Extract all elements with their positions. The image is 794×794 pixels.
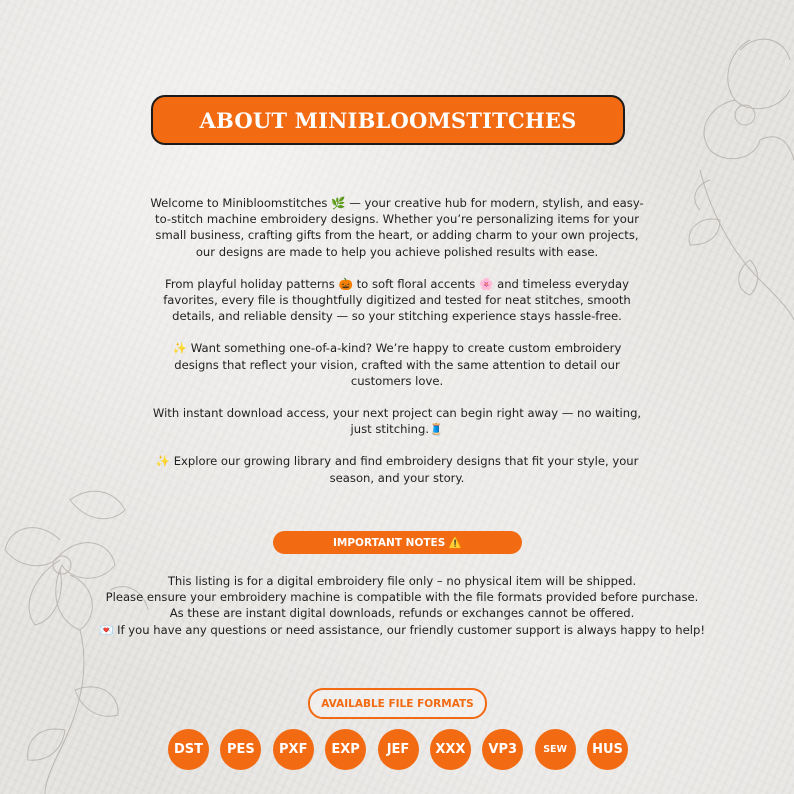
important-notes-heading: IMPORTANT NOTES ⚠️ — [273, 531, 522, 554]
page-title: ABOUT MINIBLOOMSTITCHES — [199, 107, 577, 133]
format-badge-dst: DST — [168, 729, 209, 770]
about-paragraph-custom: ✨ Want something one-of-a-kind? We’re happy to create custom embroidery designs that reflect your vision, crafted with the same attention to detail our customers love. — [172, 341, 622, 388]
format-badge-xxx: XXX — [430, 729, 471, 770]
note-compatibility: Please ensure your embroidery machine is compatible with the file formats provided before purchase. — [105, 590, 699, 605]
format-badge-exp: EXP — [325, 729, 366, 770]
file-formats-heading: AVAILABLE FILE FORMATS — [308, 688, 487, 719]
format-badge-sew: SEW — [535, 729, 576, 770]
format-badge-jef: JEF — [378, 729, 419, 770]
file-formats-list — [168, 729, 628, 771]
about-section — [150, 195, 644, 502]
format-badge-pes: PES — [220, 729, 261, 770]
about-paragraph-welcome: Welcome to Minibloomstitches 🌿 — your creative hub for modern, stylish, and easy-to-stitch machine embroidery designs. Whether you’re personalizing items for your small business, crafting gifts from the heart, or adding charm to your own projects, our designs are made to help you achieve polished results with ease. — [150, 196, 644, 259]
note-no-refunds: As these are instant digital downloads, refunds or exchanges cannot be offered. — [169, 606, 635, 621]
title-banner — [151, 95, 625, 145]
important-notes-list — [80, 573, 724, 638]
about-paragraph-download: With instant download access, your next project can begin right away — no waiting, just stitching.🧵 — [152, 406, 642, 437]
format-badge-vp3: VP3 — [482, 729, 523, 770]
note-digital-only: This listing is for a digital embroidery file only – no physical item will be shipped. — [167, 574, 637, 588]
format-badge-hus: HUS — [587, 729, 628, 770]
note-support: 💌 If you have any questions or need assistance, our friendly customer support is always happy to help! — [98, 622, 705, 637]
floral-decoration-top-right — [640, 20, 794, 340]
about-paragraph-explore: ✨ Explore our growing library and find embroidery designs that fit your style, your season, and your story. — [155, 454, 639, 485]
about-paragraph-quality: From playful holiday patterns 🎃 to soft floral accents 🌸 and timeless everyday favorites, every file is thoughtfully digitized and tested for neat stitches, smooth details, and reliable density — so your stitching experience stays hassle-free. — [163, 276, 631, 324]
format-badge-pxf: PXF — [273, 729, 314, 770]
